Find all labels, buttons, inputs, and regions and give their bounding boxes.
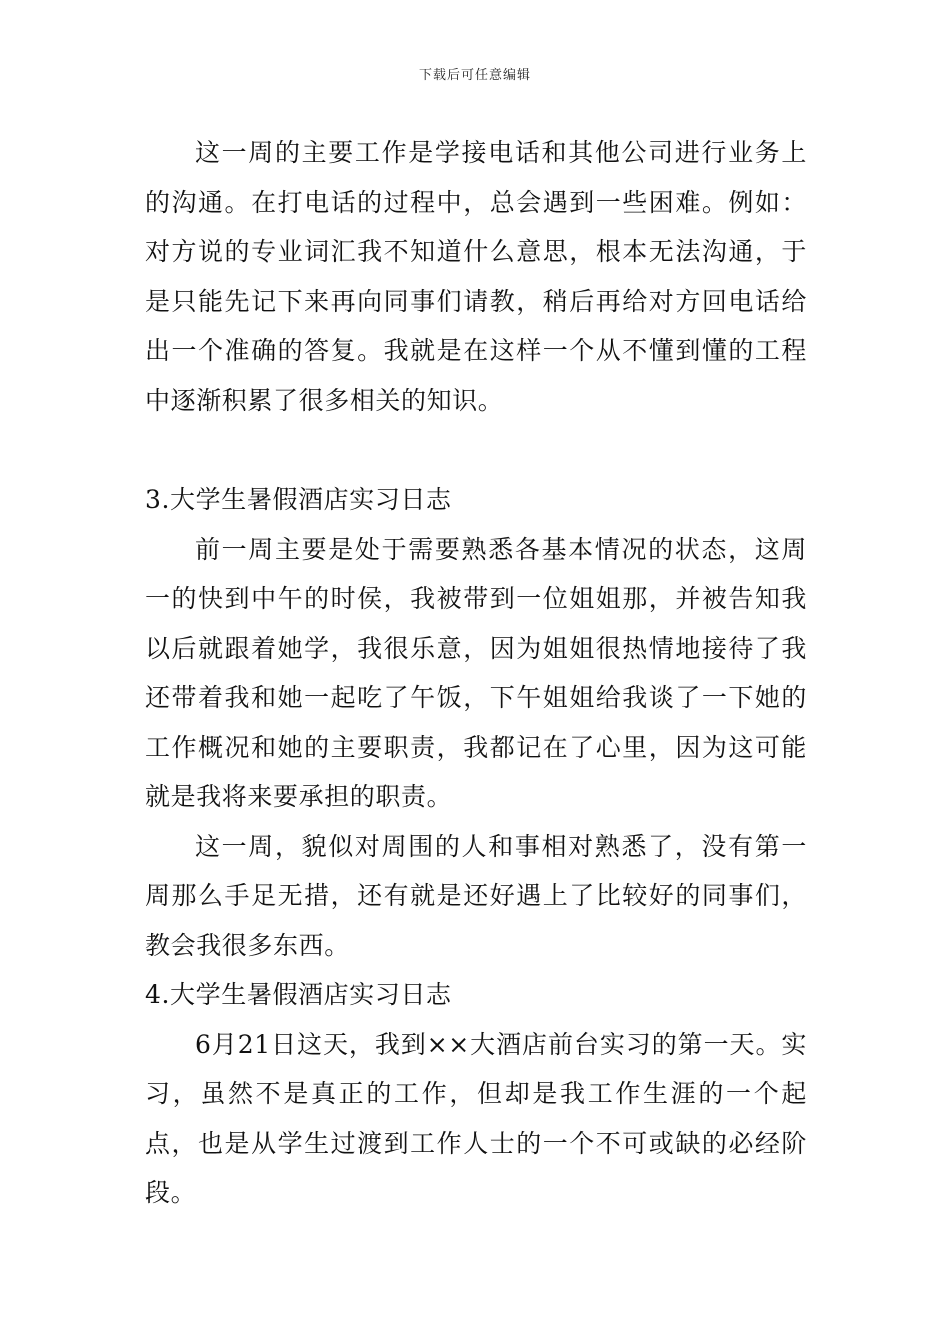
page-header-note: 下载后可任意编辑 — [418, 68, 531, 83]
blank-line — [145, 425, 807, 475]
section-heading-4: 4.大学生暑假酒店实习日志 — [145, 980, 452, 1009]
paragraph-this-week: 这一周，貌似对周围的人和事相对熟悉了，没有第一周那么手足无措，还有就是还好遇上了比较好的同事们，教会我很多东西。 — [145, 831, 807, 960]
document-body — [145, 128, 807, 1218]
paragraph-phone-work: 这一周的主要工作是学接电话和其他公司进行业务上的沟通。在打电话的过程中，总会遇到一些困难。例如：对方说的专业词汇我不知道什么意思，根本无法沟通，于是只能先记下来再向同事们请教，稍后再给对方回电话给出一个准确的答复。我就是在这样一个从不懂到懂的工程中逐渐积累了很多相关的知识。 — [145, 138, 807, 415]
section-heading-3: 3.大学生暑假酒店实习日志 — [145, 485, 452, 514]
paragraph-first-day: 6月21日这天，我到××大酒店前台实习的第一天。实习，虽然不是真正的工作，但却是我工作生涯的一个起点，也是从学生过渡到工作人士的一个不可或缺的必经阶段。 — [145, 1029, 807, 1207]
paragraph-first-week: 前一周主要是处于需要熟悉各基本情况的状态，这周一的快到中午的时侯，我被带到一位姐姐那，并被告知我以后就跟着她学，我很乐意，因为姐姐很热情地接待了我还带着我和她一起吃了午饭，下午姐姐给我谈了一下她的工作概况和她的主要职责，我都记在了心里，因为这可能就是我将来要承担的职责。 — [145, 534, 807, 811]
